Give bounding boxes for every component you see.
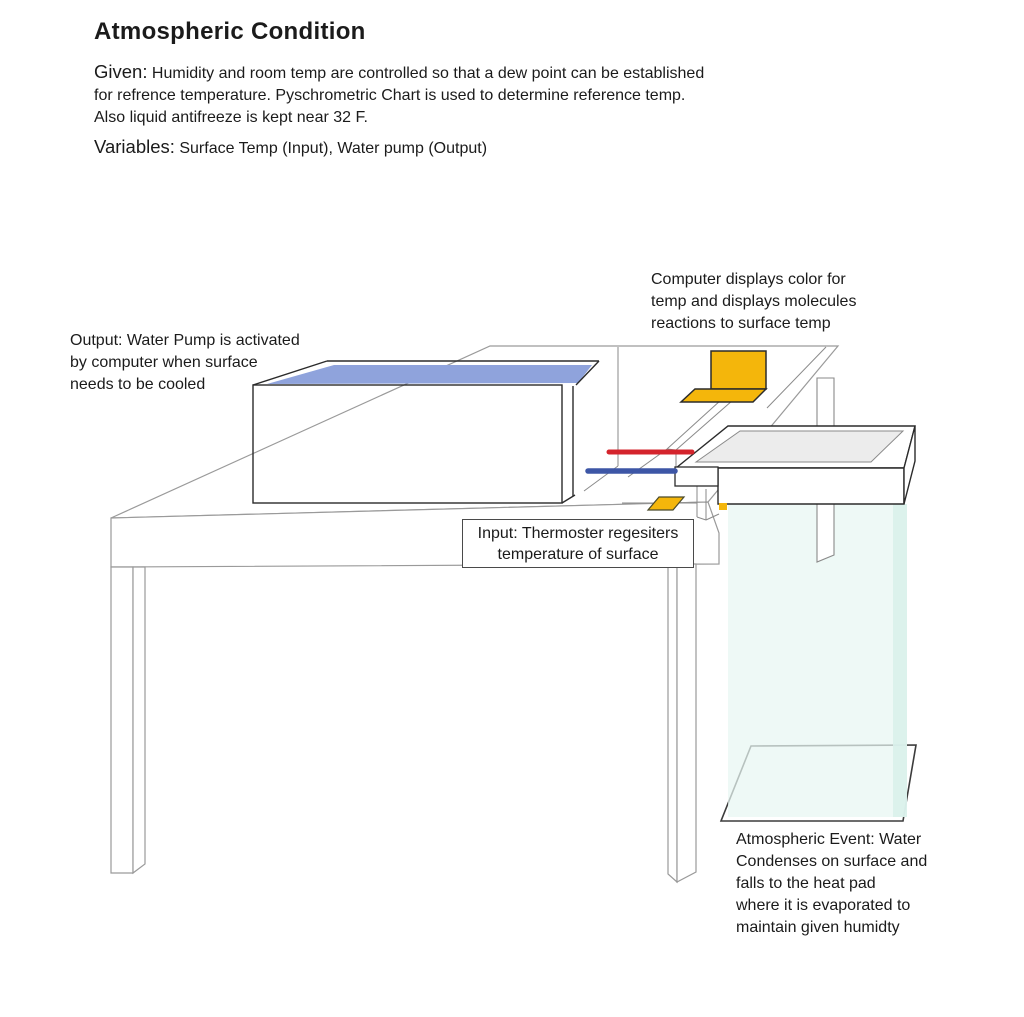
table-leg-front-right-side <box>668 564 677 882</box>
laptop-screen <box>711 351 766 389</box>
device-connector-box <box>675 467 718 486</box>
table-leg-front-right <box>677 564 696 882</box>
variables-label: Variables: <box>94 136 175 157</box>
page-title: Atmospheric Condition <box>94 18 366 45</box>
output-annotation: Output: Water Pump is activated by computer when surface needs to be cooled <box>70 332 300 393</box>
laptop-keyboard <box>681 389 766 402</box>
event-annotation: Atmospheric Event: Water Condenses on surface and falls to the heat pad where it is evaporated to maintain given humidty <box>736 831 928 936</box>
computer-annotation: Computer displays color for temp and displays molecules reactions to surface temp <box>651 271 857 332</box>
device-front-face <box>718 468 904 504</box>
input-annotation-box <box>462 519 694 568</box>
given-line-3: Also liquid antifreeze is kept near 32 F. <box>94 109 368 126</box>
input-line-2: temperature of surface <box>497 545 659 563</box>
sensor-chip <box>719 503 727 510</box>
given-label: Given: <box>94 61 148 82</box>
table-leg-front-left-side <box>133 567 145 873</box>
given-paragraph <box>94 61 704 129</box>
given-line-1: Given: Humidity and room temp are controlled so that a dew point can be established <box>94 61 705 82</box>
condensation-curtain-edge <box>893 504 907 817</box>
table-leg-front-left <box>111 567 133 873</box>
water-surface <box>267 365 592 384</box>
input-line-1: Input: Thermoster regesiters <box>477 524 679 542</box>
variables-line: Variables: Surface Temp (Input), Water pump (Output) <box>94 136 488 157</box>
given-line-2: for refrence temperature. Pyschrometric Chart is used to determine reference temp. <box>94 87 686 104</box>
